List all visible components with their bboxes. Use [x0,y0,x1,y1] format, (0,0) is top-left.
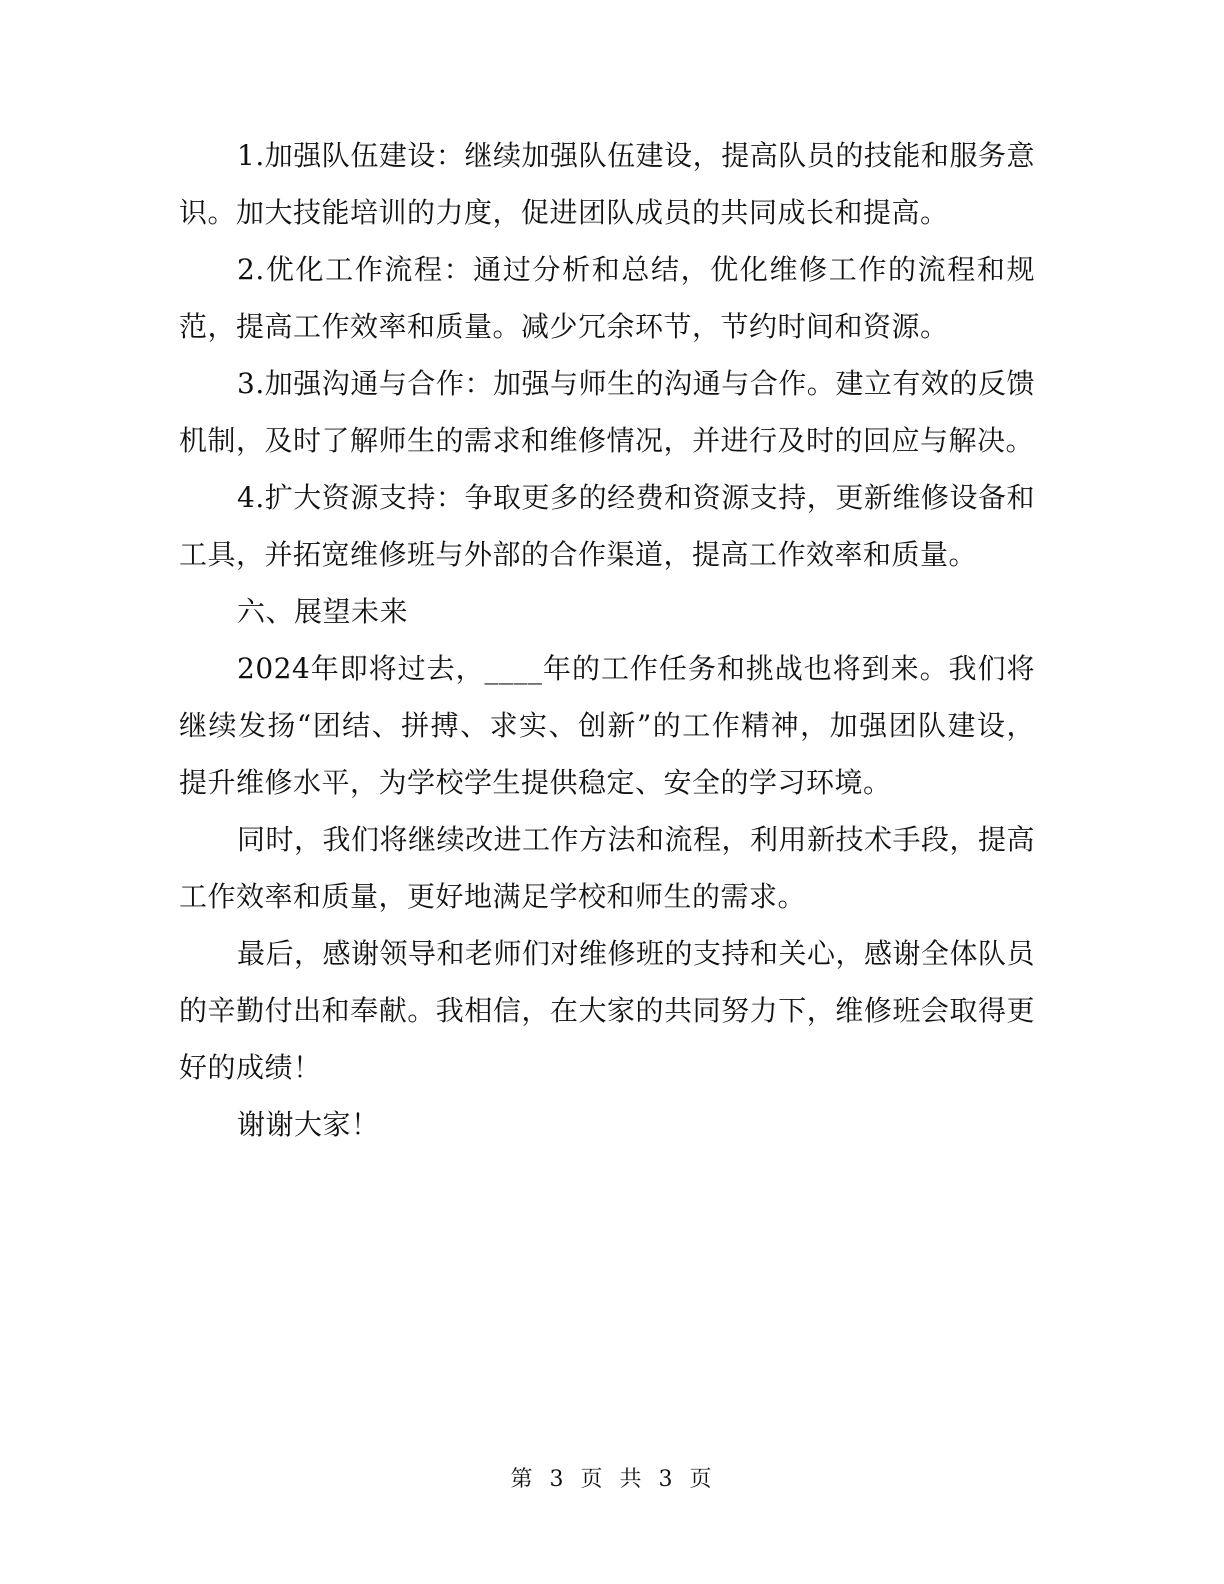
paragraph-optimize-workflow: 2.优化工作流程：通过分析和总结，优化维修工作的流程和规范，提高工作效率和质量。减少冗余环节，节约时间和资源。 [179,253,1035,343]
document-body [179,127,1035,1153]
paragraph-thanks: 最后，感谢领导和老师们对维修班的支持和关心，感谢全体队员的辛勤付出和奉献。我相信，在大家的共同努力下，维修班会取得更好的成绩！ [179,937,1036,1084]
paragraph-improvement: 同时，我们将继续改进工作方法和流程，利用新技术手段，提高工作效率和质量，更好地满足学校和师生的需求。 [179,823,1036,913]
page-footer: 第 3 页 共 3 页 [510,1467,714,1492]
paragraph-team-building: 1.加强队伍建设：继续加强队伍建设，提高队员的技能和服务意识。加大技能培训的力度，促进团队成员的共同成长和提高。 [179,139,1035,229]
paragraph-resource-support: 4.扩大资源支持：争取更多的经费和资源支持，更新维修设备和工具，并拓宽维修班与外部的合作渠道，提高工作效率和质量。 [179,481,1035,571]
paragraph-closing: 谢谢大家！ [237,1108,380,1141]
paragraph-communication: 3.加强沟通与合作：加强与师生的沟通与合作。建立有效的反馈机制，及时了解师生的需求和维修情况，并进行及时的回应与解决。 [179,367,1035,457]
paragraph-outlook: 2024年即将过去，____年的工作任务和挑战也将到来。我们将继续发扬“团结、拼搏、求实、创新”的工作精神，加强团队建设，提升维修水平，为学校学生提供稳定、安全的学习环境。 [179,652,1035,799]
section-heading: 六、展望未来 [237,595,409,628]
